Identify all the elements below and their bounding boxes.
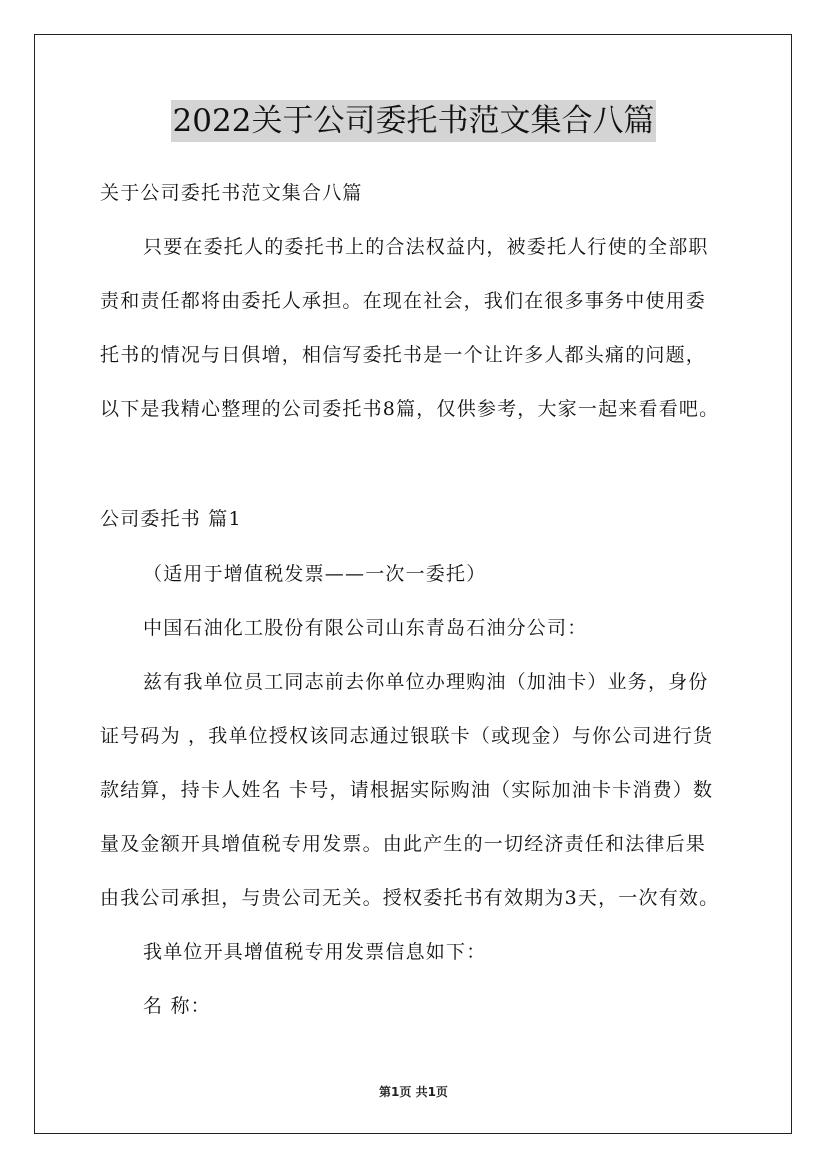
page-footer: 第1页 共1页 <box>379 1085 448 1099</box>
body-line-2: 证号码为 ，我单位授权该同志通过银联卡（或现金）与你公司进行货 <box>100 725 714 747</box>
invoice-info-heading: 我单位开具增值税专用发票信息如下： <box>143 941 487 963</box>
title-container <box>0 100 827 142</box>
name-label: 名 称： <box>143 995 211 1017</box>
intro-line-1: 只要在委托人的委托书上的合法权益内，被委托人行使的全部职 <box>143 236 709 258</box>
intro-line-3: 托书的情况与日俱增，相信写委托书是一个让许多人都头痛的问题， <box>100 344 707 366</box>
body-line-4: 量及金额开具增值税专用发票。由此产生的一切经济责任和法律后果 <box>100 833 707 855</box>
body-line-1: 兹有我单位员工同志前去你单位办理购油（加油卡）业务，身份 <box>143 671 709 693</box>
section-heading: 公司委托书 篇1 <box>100 508 242 530</box>
intro-line-4: 以下是我精心整理的公司委托书8篇，仅供参考，大家一起来看看吧。 <box>100 398 720 420</box>
document-subtitle: 关于公司委托书范文集合八篇 <box>100 182 363 204</box>
intro-line-2: 责和责任都将由委托人承担。在现在社会，我们在很多事务中使用委 <box>100 290 707 312</box>
addressee: 中国石油化工股份有限公司山东青岛石油分公司： <box>143 617 588 639</box>
usage-note: （适用于增值税发票——一次一委托） <box>143 563 487 585</box>
body-line-5: 由我公司承担，与贵公司无关。授权委托书有效期为3天，一次有效。 <box>100 887 720 909</box>
body-line-3: 款结算，持卡人姓名 卡号，请根据实际购油（实际加油卡卡消费）数 <box>100 779 714 801</box>
document-title: 2022关于公司委托书范文集合八篇 <box>171 100 657 142</box>
